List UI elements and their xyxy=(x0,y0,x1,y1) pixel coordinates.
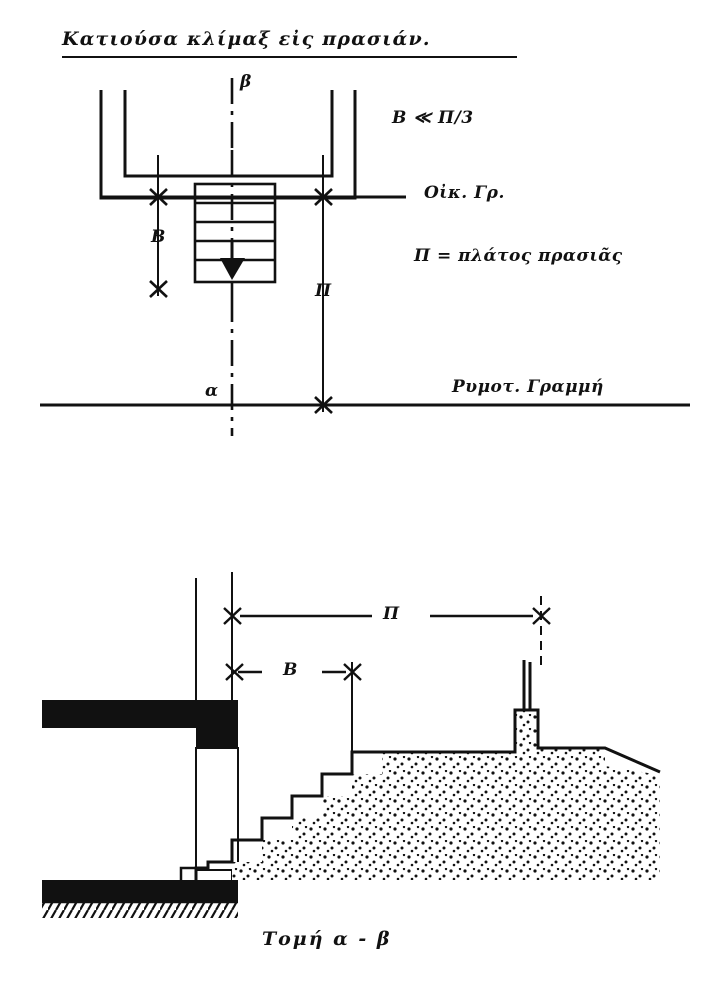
note-street-line: Ρυμοτ. Γραμμή xyxy=(452,377,604,397)
section-railing-post xyxy=(524,660,530,710)
page-title: Κατιούσα κλίμαξ εἰς πρασιάν. xyxy=(62,28,431,50)
section-wall-block xyxy=(196,700,238,748)
plan-building-walls xyxy=(101,90,355,198)
page-title-underline xyxy=(62,56,517,58)
note-definition: Π = πλάτος πρασιᾶς xyxy=(414,246,623,266)
plan-label-P: Π xyxy=(315,281,332,301)
plan-label-axis-top: β xyxy=(240,72,252,92)
section-label-B: Β xyxy=(283,660,298,680)
section-lower-slab xyxy=(42,880,238,902)
plan-label-B: Β xyxy=(151,227,166,247)
plan-direction-arrow xyxy=(220,258,245,280)
section-ground-hatch xyxy=(42,902,238,918)
note-ratio: Β ≪ Π/3 xyxy=(392,108,474,128)
section-label-P: Π xyxy=(383,604,400,624)
note-building-line: Οἰκ. Γρ. xyxy=(424,183,505,203)
plan-label-axis-bottom: α xyxy=(205,381,219,401)
section-caption: Τομή α - β xyxy=(262,928,392,950)
section-view xyxy=(42,572,660,918)
